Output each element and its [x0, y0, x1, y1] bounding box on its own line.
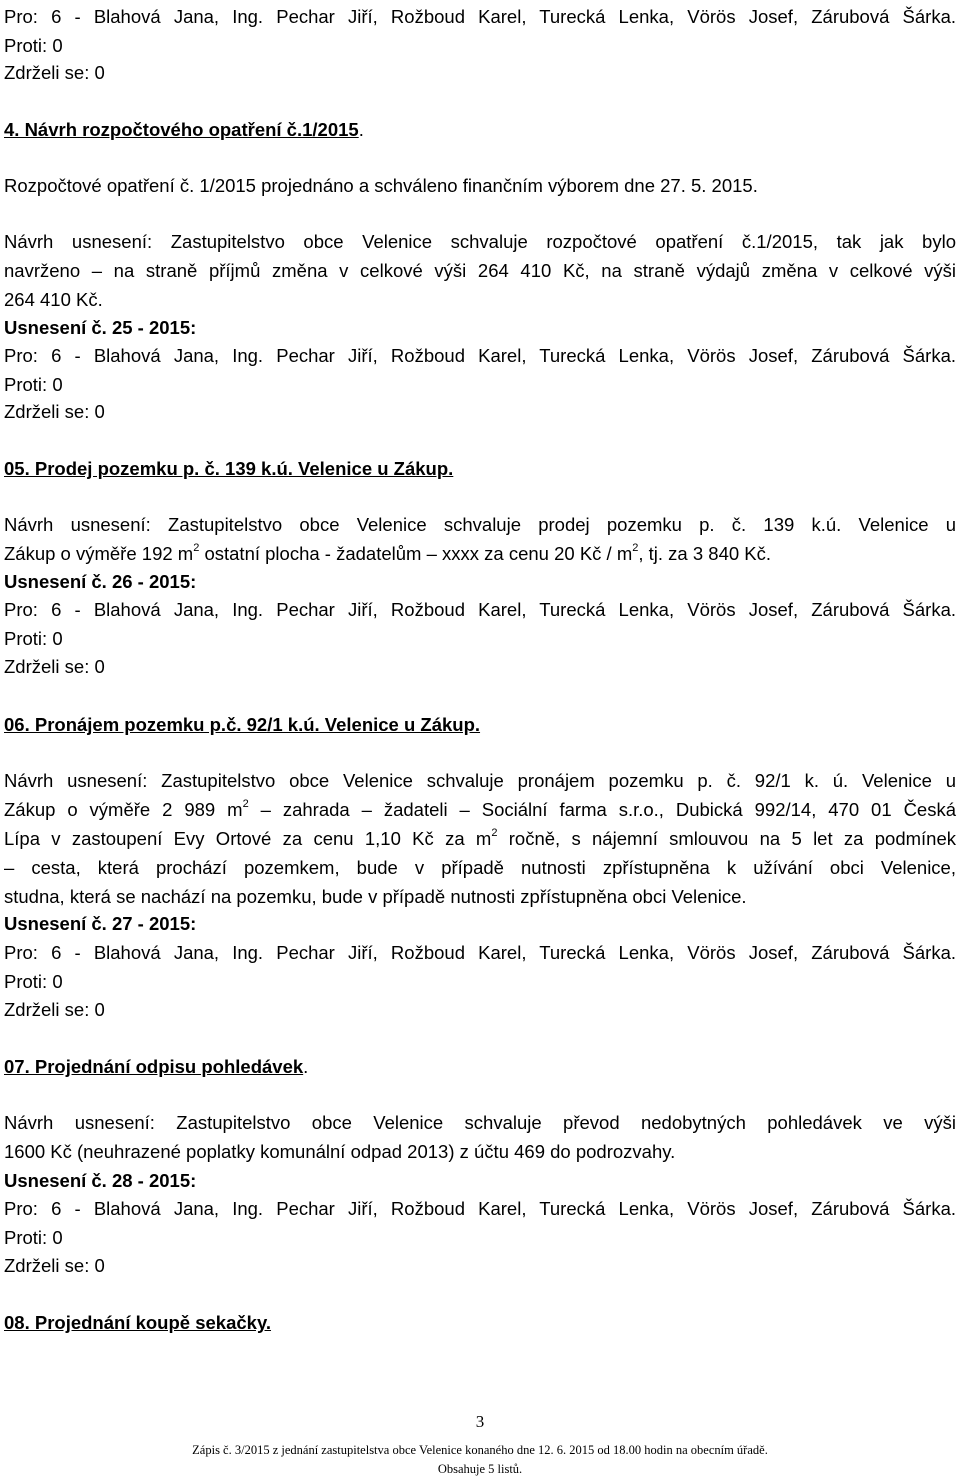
- vote-for: Pro: 6 - Blahová Jana, Ing. Pechar Jiří, Rožboud Karel, Turecká Lenka, Vörös Josef, Zárubová Šárka.: [4, 942, 956, 963]
- vote-abstain: Zdrželi se: 0: [4, 1255, 105, 1276]
- vote-against: Proti: 0: [4, 374, 63, 395]
- item6-proposal-line1: Návrh usnesení: Zastupitelstvo obce Velenice schvaluje pronájem pozemku p. č. 92/1 k. ú. Velenice u: [4, 770, 956, 791]
- item7-proposal-line2: 1600 Kč (neuhrazené poplatky komunální odpad 2013) z účtu 469 do podrozvahy.: [4, 1141, 676, 1162]
- item5-resolution: Usnesení č. 26 - 2015:: [4, 571, 197, 592]
- vote-abstain: Zdrželi se: 0: [4, 999, 105, 1020]
- item5-proposal-line2: Zákup o výměře 192 $m^2$ ostatní plocha - žadatelům – xxxx za cenu 20 Kč / $m^2$, tj. za 3 840 Kč.: [4, 541, 772, 564]
- vote-against: Proti: 0: [4, 1227, 63, 1248]
- item7-resolution: Usnesení č. 28 - 2015:: [4, 1170, 197, 1191]
- item6-proposal-line3: Lípa v zastoupení Evy Ortové za cenu 1,10 Kč za $m^2$ ročně, s nájemní smlouvou na 5 let za podmínek: [4, 826, 956, 849]
- item7-proposal-line1: Návrh usnesení: Zastupitelstvo obce Velenice schvaluje převod nedobytných pohledávek ve výši: [4, 1112, 956, 1133]
- item8-heading: 08. Projednání koupě sekačky.: [4, 1312, 272, 1333]
- item4-proposal-line2: navrženo – na straně příjmů změna v celkové výši 264 410 Kč, na straně výdajů změna v celkové výši: [4, 260, 956, 281]
- vote-for: Pro: 6 - Blahová Jana, Ing. Pechar Jiří, Rožboud Karel, Turecká Lenka, Vörös Josef, Zárubová Šárka.: [4, 599, 956, 620]
- item4-heading: 4. Návrh rozpočtového opatření č.1/2015.: [4, 119, 364, 140]
- vote-abstain: Zdrželi se: 0: [4, 401, 105, 422]
- item4-resolution: Usnesení č. 25 - 2015:: [4, 317, 197, 338]
- vote-abstain: Zdrželi se: 0: [4, 62, 105, 83]
- vote-for: Pro: 6 - Blahová Jana, Ing. Pechar Jiří, Rožboud Karel, Turecká Lenka, Vörös Josef, Zárubová Šárka.: [4, 6, 956, 27]
- vote-for: Pro: 6 - Blahová Jana, Ing. Pechar Jiří, Rožboud Karel, Turecká Lenka, Vörös Josef, Zárubová Šárka.: [4, 345, 956, 366]
- page-number: 3: [475, 1412, 485, 1431]
- item6-resolution: Usnesení č. 27 - 2015:: [4, 913, 197, 934]
- vote-against: Proti: 0: [4, 628, 63, 649]
- item6-heading: 06. Pronájem pozemku p.č. 92/1 k.ú. Velenice u Zákup.: [4, 714, 481, 735]
- item5-heading: 05. Prodej pozemku p. č. 139 k.ú. Velenice u Zákup.: [4, 458, 454, 479]
- item4-paragraph: Rozpočtové opatření č. 1/2015 projednáno a schváleno finančním výborem dne 27. 5. 2015.: [4, 175, 758, 196]
- item7-heading: 07. Projednání odpisu pohledávek.: [4, 1056, 309, 1077]
- footer-line1: Zápis č. 3/2015 z jednání zastupitelstva obce Velenice konaného dne 12. 6. 2015 od 18.00 hodin na obecním úřadě.: [192, 1443, 768, 1457]
- footer-line2: Obsahuje 5 listů.: [437, 1462, 523, 1476]
- vote-abstain: Zdrželi se: 0: [4, 656, 105, 677]
- item4-proposal-line3: 264 410 Kč.: [4, 289, 103, 310]
- item5-proposal-line1: Návrh usnesení: Zastupitelstvo obce Velenice schvaluje prodej pozemku p. č. 139 k.ú. Velenice u: [4, 514, 956, 535]
- item4-proposal-line1: Návrh usnesení: Zastupitelstvo obce Velenice schvaluje rozpočtové opatření č.1/2015, tak jak bylo: [4, 231, 956, 252]
- vote-against: Proti: 0: [4, 971, 63, 992]
- item6-proposal-line2: Zákup o výměře 2 989 $m^2$ – zahrada – žadateli – Sociální farma s.r.o., Dubická 992/14, 470 01 Česká: [4, 797, 957, 820]
- vote-for: Pro: 6 - Blahová Jana, Ing. Pechar Jiří, Rožboud Karel, Turecká Lenka, Vörös Josef, Zárubová Šárka.: [4, 1198, 956, 1219]
- item6-proposal-line4: – cesta, která prochází pozemkem, bude v případě nutnosti zpřístupněna k užívání obci Velenice,: [4, 857, 956, 878]
- item6-proposal-line5: studna, která se nachází na pozemku, bude v případě nutnosti zpřístupněna obci Velenice.: [4, 886, 747, 907]
- vote-against: Proti: 0: [4, 35, 63, 56]
